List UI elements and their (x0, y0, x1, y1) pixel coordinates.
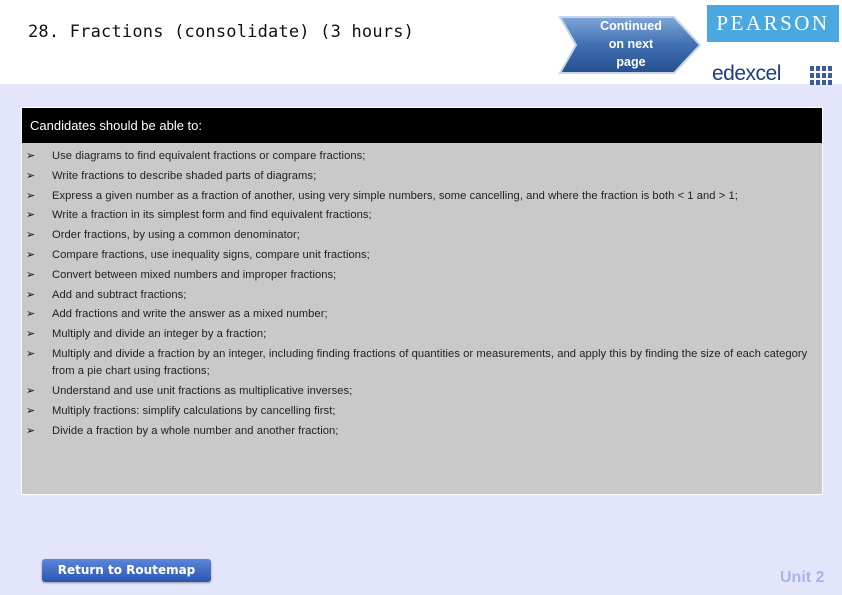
list-item-text: Write fractions to describe shaded parts of diagrams; (52, 169, 317, 182)
list-item (26, 403, 818, 421)
continued-line-2: on next (608, 37, 654, 51)
continued-line-1: Continued (600, 19, 662, 33)
arrowhead-bullet-icon: ➢ (26, 169, 36, 182)
list-item (26, 346, 818, 381)
arrowhead-bullet-icon: ➢ (26, 308, 36, 321)
list-item (26, 306, 818, 324)
list-item (26, 188, 818, 206)
list-item-text: Write a fraction in its simplest form and find equivalent fractions; (52, 209, 372, 222)
list-item-text: Multiply and divide a fraction by an integer, including finding fractions of quantities or measurements, and apply this by finding the size of each category from a pie chart using fractions; (52, 347, 808, 378)
list-item-text: Understand and use unit fractions as multiplicative inverses; (52, 385, 353, 398)
list-item (26, 383, 818, 401)
return-to-routemap-button[interactable]: Return to Routemap (42, 559, 211, 582)
list-item-text: Add and subtract fractions; (52, 288, 187, 301)
list-item (26, 287, 818, 305)
pearson-logo: PEARSON (707, 5, 839, 42)
arrowhead-bullet-icon: ➢ (26, 328, 36, 341)
panel-heading: Candidates should be able to: (22, 108, 822, 143)
page-header (0, 0, 842, 84)
objectives-list (26, 148, 818, 443)
page-title: 28. Fractions (consolidate) (3 hours) (28, 22, 415, 42)
list-item (26, 148, 818, 166)
arrowhead-bullet-icon: ➢ (26, 424, 36, 437)
list-item (26, 207, 818, 225)
continued-on-next-page-label[interactable] (585, 17, 677, 71)
continued-line-3: page (616, 55, 646, 69)
arrowhead-bullet-icon: ➢ (26, 229, 36, 242)
arrowhead-bullet-icon: ➢ (26, 405, 36, 418)
list-item (26, 247, 818, 265)
list-item-text: Multiply fractions: simplify calculations by cancelling first; (52, 405, 336, 418)
arrowhead-bullet-icon: ➢ (26, 209, 36, 222)
edexcel-logo: edexcel (712, 62, 781, 85)
list-item-text: Express a given number as a fraction of another, using very simple numbers, some cancelling, and where the fraction is both < 1 and > 1; (52, 189, 738, 202)
arrowhead-bullet-icon: ➢ (26, 248, 36, 261)
list-item-text: Multiply and divide an integer by a fraction; (52, 328, 267, 341)
list-item (26, 326, 818, 344)
arrowhead-bullet-icon: ➢ (26, 268, 36, 281)
objectives-panel (21, 107, 823, 495)
list-item (26, 227, 818, 245)
list-item-text: Convert between mixed numbers and improper fractions; (52, 268, 337, 281)
arrowhead-bullet-icon: ➢ (26, 347, 36, 360)
list-item (26, 423, 818, 441)
unit-label: Unit 2 (780, 569, 825, 586)
list-item-text: Use diagrams to find equivalent fractions or compare fractions; (52, 150, 366, 162)
arrowhead-bullet-icon: ➢ (26, 150, 36, 162)
list-item-text: Compare fractions, use inequality signs, compare unit fractions; (52, 248, 370, 261)
list-item (26, 168, 818, 186)
arrowhead-bullet-icon: ➢ (26, 385, 36, 398)
list-item-text: Order fractions, by using a common denominator; (52, 229, 300, 242)
edexcel-grid-icon (810, 66, 832, 86)
arrowhead-bullet-icon: ➢ (26, 189, 36, 202)
arrowhead-bullet-icon: ➢ (26, 288, 36, 301)
list-item (26, 267, 818, 285)
list-item-text: Add fractions and write the answer as a mixed number; (52, 308, 328, 321)
list-item-text: Divide a fraction by a whole number and another fraction; (52, 424, 339, 437)
